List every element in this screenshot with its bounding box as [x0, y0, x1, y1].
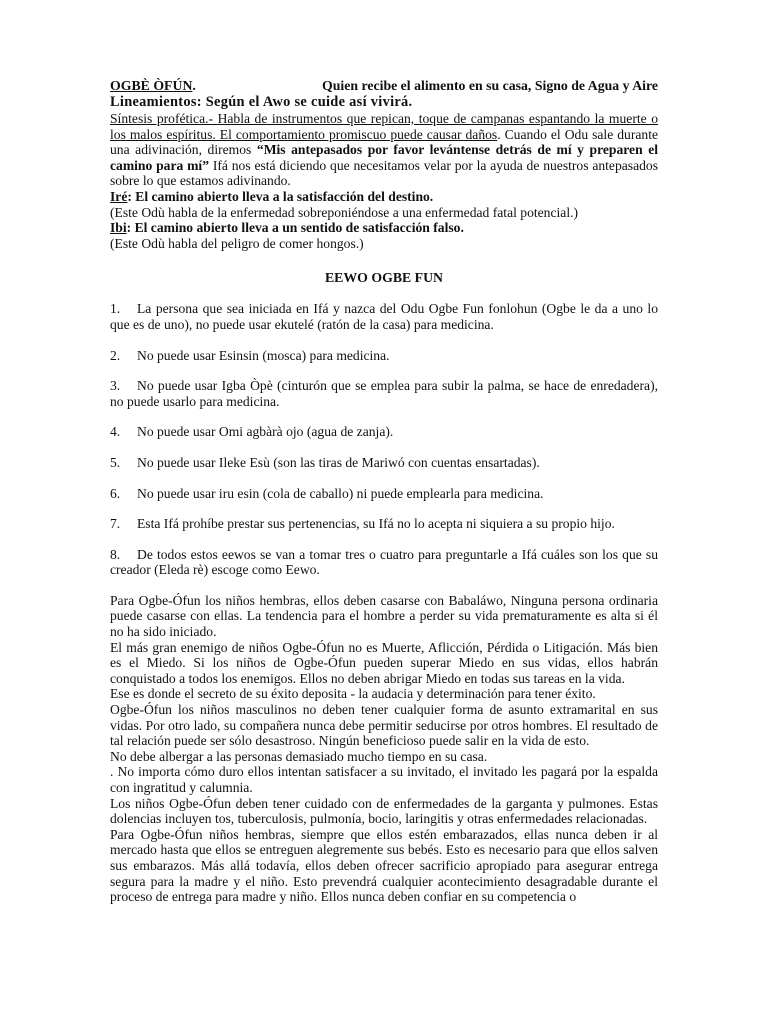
eewo-item — [110, 547, 658, 578]
ire-text: : El camino abierto lleva a la satisfacción del destino. — [127, 188, 434, 204]
body-paragraph: . No importa cómo duro ellos intentan satisfacer a su invitado, el invitado les pagará por la espalda con ingratitud y calumnia. — [110, 764, 658, 795]
item-text: Esta Ifá prohíbe prestar sus pertenencias, su Ifá no lo acepta ni siquiera a su propio hijo. — [137, 516, 615, 532]
odu-name: OGBÈ ÒFÚN — [110, 78, 193, 93]
ibi-text: : El camino abierto lleva a un sentido de satisfacción falso. — [126, 220, 464, 236]
item-text: La persona que sea iniciada en Ifá y nazca del Odu Ogbe Fun fonlohun (Ogbe le da a uno lo que es de uno), no puede usar ekutelé (ratón de la casa) para medicina. — [110, 301, 658, 332]
item-number: 3. — [110, 378, 121, 394]
item-number: 7. — [110, 516, 121, 532]
item-text: No puede usar iru esin (cola de caballo) ni puede emplearla para medicina. — [137, 485, 544, 501]
eewo-item — [110, 516, 658, 532]
body-paragraph: Los niños Ogbe-Ófun deben tener cuidado con de enfermedades de la garganta y pulmones. Estas dolencias incluyen tos, tuberculosis, pulmonía, bocio, laringitis y otras enfermedades relacionadas. — [110, 795, 658, 827]
odu-subtitle: Quien recibe el alimento en su casa, Signo de Agua y Aire — [322, 78, 658, 93]
ire-label: Iré — [110, 188, 128, 204]
sintesis-profetica — [110, 111, 658, 189]
ire-line — [110, 189, 658, 205]
body-paragraph: Ogbe-Ófun los niños masculinos no deben tener cualquier forma de asunto extramarital en sus vidas. Por otro lado, su compañera nunca debe permitir seducirse por otros hombres. El resultado de tal relación puede ser sólo desastroso. Ningún beneficioso puede salir en la vida de esto. — [110, 702, 658, 749]
eewo-item — [110, 301, 658, 332]
item-text: No puede usar Ileke Esù (son las tiras de Mariwó con cuentas ensartadas). — [137, 454, 540, 470]
sintesis-underlined: Síntesis profética.- Habla de instrumentos que repican, toque de campanas espantando la muerte o los malos espíritus. El comportamiento promiscuo puede causar daños — [110, 111, 658, 142]
sintesis-quote: “Mis antepasados por favor levántense detrás de mí y preparen el camino para mí” — [110, 142, 659, 173]
item-text: De todos estos eewos se van a tomar tres o cuatro para preguntarle a Ifá cuáles son los que su creador (Eleda rè) escoge como Eewo. — [110, 546, 658, 578]
item-number: 6. — [110, 485, 121, 501]
ibi-line — [110, 220, 658, 236]
sintesis-text-2: Ifá nos está diciendo que necesitamos velar por la ayuda de nuestros antepasados sobre lo que estamos adivinando. — [110, 157, 659, 189]
lineamientos: Lineamientos: Según el Awo se cuide así vivirá. — [110, 94, 413, 110]
eewo-item — [110, 424, 658, 440]
item-number: 8. — [110, 546, 121, 562]
item-number: 1. — [110, 301, 121, 317]
document-header — [110, 78, 658, 94]
body-paragraph: No debe albergar a las personas demasiado mucho tiempo en su casa. — [110, 748, 488, 764]
ibi-note: (Este Odù habla del peligro de comer hongos.) — [110, 235, 364, 251]
item-text: No puede usar Esinsin (mosca) para medicina. — [137, 347, 390, 363]
eewo-item — [110, 486, 658, 502]
eewo-title: EEWO OGBE FUN — [324, 270, 444, 286]
eewo-item — [110, 455, 658, 471]
ibi-label: Ibi — [110, 220, 127, 236]
eewo-item — [110, 378, 658, 409]
ire-note: (Este Odù habla de la enfermedad sobreponiéndose a una enfermedad fatal potencial.) — [110, 204, 579, 220]
body-paragraph: Para Ogbe-Ófun niños hembras, siempre que ellos estén embarazados, ellas nunca deben ir al mercado hasta que ellos se entreguen alegremente sus bebés. Esto es necesario para que ellos salven sus embarazos. Más allá todavía, ellos deben ofrecer sacrificio apropiado para asegurar entrega segura para la madre y el niño. Esto prevendrá cualquier acontecimiento desagradable durante el proceso de entrega para madre y niño. Ellos nunca deben confiar en su competencia o — [110, 826, 658, 905]
sintesis-text-1: . Cuando el Odu sale durante una adivinación, diremos — [110, 126, 659, 158]
eewo-list — [110, 301, 658, 578]
odu-title-suffix: . — [192, 78, 196, 93]
item-number: 2. — [110, 347, 121, 363]
body-paragraph: El más gran enemigo de niños Ogbe-Ófun no es Muerte, Aflicción, Pérdida o Litigación. Más bien es el Miedo. Si los niños de Ogbe-Ófun pueden superar Miedo en sus vidas, ellos habrán conquistado a todos los enemigos. Ellos no deben abrigar Miedo en todas sus tareas en la vida. — [110, 639, 658, 686]
item-number: 4. — [110, 424, 121, 440]
body-paragraph: Para Ogbe-Ófun los niños hembras, ellos deben casarse con Babaláwo, Ninguna persona ordinaria puede casarse con ellas. La tendencia para el hombre a perder su vida prematuramente es alta si él no ha sido iniciado. — [110, 592, 658, 640]
item-text: No puede usar Igba Òpè (cinturón que se emplea para subir la palma, se hace de enredadera), no puede usarlo para medicina. — [110, 378, 658, 409]
body-text — [110, 593, 658, 905]
item-text: No puede usar Omi agbàrà ojo (agua de zanja). — [137, 424, 394, 440]
odu-title — [110, 78, 196, 94]
body-paragraph: Ese es donde el secreto de su éxito deposita - la audacia y determinación para tener éxito. — [110, 686, 596, 702]
item-number: 5. — [110, 454, 121, 470]
document-page — [110, 78, 658, 905]
eewo-item — [110, 348, 658, 364]
